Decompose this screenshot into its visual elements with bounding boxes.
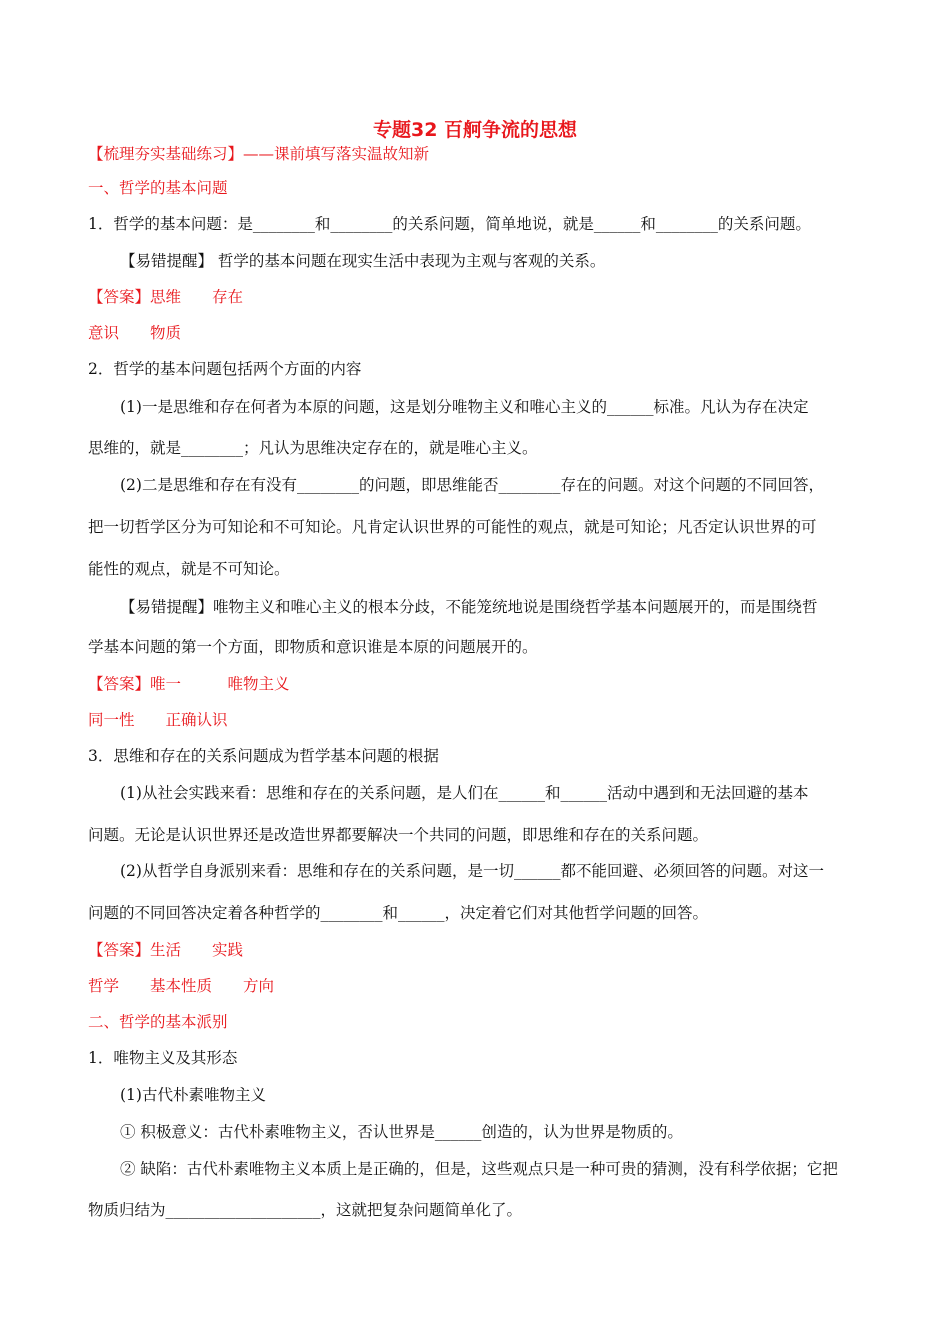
answer-line: 一、哲学的基本问题 [88, 179, 228, 197]
answer-line: 【答案】生活 实践 [88, 941, 244, 959]
text-line: (1)古代朴素唯物主义 [120, 1086, 266, 1104]
text-line: (1)从社会实践来看：思维和存在的关系问题，是人们在______和______活动中遇到和无法回避的基本 [120, 784, 809, 802]
text-line: (2)从哲学自身派别来看：思维和存在的关系问题，是一切______都不能回避、必须回答的问题。对这一 [120, 862, 824, 880]
text-line: 把一切哲学区分为可知论和不可知论。凡肯定认识世界的可能性的观点，就是可知论；凡否定认识世界的可 [88, 518, 817, 536]
text-line: 问题。无论是认识世界还是改造世界都要解决一个共同的问题，即思维和存在的关系问题。 [88, 826, 709, 844]
text-line: ① 积极意义：古代朴素唯物主义，否认世界是______创造的，认为世界是物质的。 [120, 1123, 683, 1141]
text-line: 1．哲学的基本问题：是________和________的关系问题，简单地说，就是______和________的关系问题。 [88, 215, 811, 233]
text-line: 学基本问题的第一个方面，即物质和意识谁是本原的问题展开的。 [88, 638, 538, 656]
answer-line: 【答案】思维 存在 [88, 288, 244, 306]
text-line: 【易错提醒】 哲学的基本问题在现实生活中表现为主观与客观的关系。 [120, 252, 606, 270]
text-line: 能性的观点，就是不可知论。 [88, 560, 290, 578]
answer-line: 同一性 正确认识 [88, 711, 228, 729]
text-line: (2)二是思维和存在有没有________的问题，即思维能否________存在的问题。对这个问题的不同回答， [120, 476, 824, 494]
answer-line: 二、哲学的基本派别 [88, 1013, 228, 1031]
answer-line: 【梳理夯实基础练习】——课前填写落实温故知新 [88, 145, 430, 163]
text-line: 【易错提醒】唯物主义和唯心主义的根本分歧，不能笼统地说是围绕哲学基本问题展开的，而是围绕哲 [120, 598, 818, 616]
answer-line: 意识 物质 [88, 324, 182, 342]
text-line: ② 缺陷：古代朴素唯物主义本质上是正确的，但是，这些观点只是一种可贵的猜测，没有科学依据；它把 [120, 1160, 838, 1178]
answer-line: 哲学 基本性质 方向 [88, 977, 275, 995]
page-title: 专题32 百舸争流的思想 [372, 119, 578, 141]
text-line: 思维的，就是________；凡认为思维决定存在的，就是唯心主义。 [88, 439, 538, 457]
answer-line: 【答案】唯一 唯物主义 [88, 675, 290, 693]
text-line: 物质归结为____________________，这就把复杂问题简单化了。 [88, 1201, 523, 1219]
text-line: (1)一是思维和存在何者为本原的问题，这是划分唯物主义和唯心主义的______标准。凡认为存在决定 [120, 398, 809, 416]
text-line: 1．唯物主义及其形态 [88, 1049, 238, 1067]
text-line: 2．哲学的基本问题包括两个方面的内容 [88, 360, 362, 378]
text-line: 3．思维和存在的关系问题成为哲学基本问题的根据 [88, 747, 439, 765]
text-line: 问题的不同回答决定着各种哲学的________和______，决定着它们对其他哲学问题的回答。 [88, 904, 709, 922]
